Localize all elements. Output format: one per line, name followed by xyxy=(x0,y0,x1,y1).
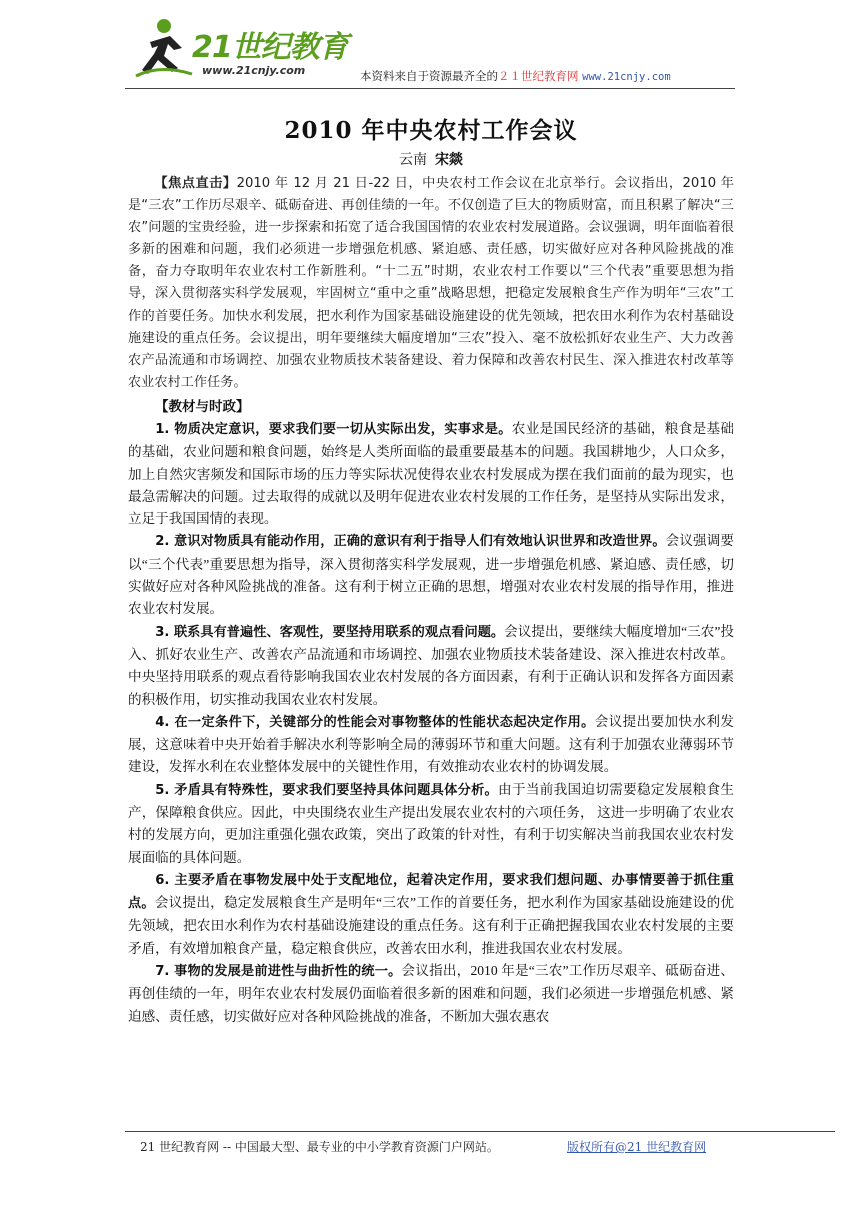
footer-text: 21 世纪教育网 -- 中国最大型、最专业的中小学教育资源门户网站。 xyxy=(140,1140,499,1154)
item-lead: 2. 意识对物质具有能动作用，正确的意识有利于指导人们有效地认识世界和改造世界。 xyxy=(155,534,666,550)
focus-text: 2010 年 12 月 21 日-22 日，中央农村工作会议在北京举行。会议指出，2010 年是“三农”工作历尽艰辛、砥砺奋进、再创佳绩的一年。不仅创造了巨大的物质财富，而且积累了解决“三农”问题的宝贵经验，进一步探索和拓宽了适合我国国情的农业农村发展道路。会议强调，明年面临着很多新的困难和问题，我们必须进一步增强危机感、紧迫感、责任感，切实做好应对各种风险挑战的准备，奋力夺取明年农业农村工作新胜利。“十二五”时期，农业农村工作要以“三个代表”重要思想为指导，深入贯彻落实科学发展观，牢固树立“重中之重”战略思想，把稳定发展粮食生产作为明年“三农”工作的首要任务。加快水利发展，把水利作为国家基础设施建设的优先领域，把农田水利作为农村基础设施建设的重点任务。会议提出，明年要继续大幅度增加“三农”投入、毫不放松抓好农业生产、大力改善农产品流通和市场调控、加强农业物质技术装备建设、着力保障和改善农村民生、深入推进农村改革等农业农村工作任务。 xyxy=(128,176,734,390)
footer-divider xyxy=(125,1131,835,1132)
list-item xyxy=(128,530,734,620)
item-lead: 6. 主要矛盾在事物发展中处于支配地位，起着决定作用，要求我们想问题、办事情要善于抓住重点。 xyxy=(128,872,734,912)
article-title: 2010 年中央农村工作会议 xyxy=(284,117,578,144)
item-lead: 5. 矛盾具有特殊性，要求我们要坚持具体问题具体分析。 xyxy=(155,782,499,798)
list-item xyxy=(128,711,734,779)
item-text: 由于当前我国迫切需要稳定发展粮食生产，保障粮食供应。因此，中央围绕农业生产提出发展农业农村的六项任务， 这进一步明确了农业农村的发展方向，更加注重强化强农政策，突出了政策的针对性，有利于切实解决当前我国农业农村发展面临的具体问题。 xyxy=(128,781,734,865)
header-site-name[interactable]: ２１世纪教育网 xyxy=(498,69,579,83)
item-text: 会议提出，稳定发展粮食生产是明年“三农”工作的首要任务，把水利作为国家基础设施建设的优先领域，把农田水利作为农村基础设施建设的重点任务。这有利于正确把握我国农业农村发展的主要矛盾，有效增加粮食产量，稳定粮食供应，改善农田水利，推进我国农业农村发展。 xyxy=(128,895,734,956)
article xyxy=(128,112,734,1028)
item-lead: 4. 在一定条件下，关键部分的性能会对事物整体的性能状态起决定作用。 xyxy=(155,714,595,730)
item-text: 会议强调要以“三个代表”重要思想为指导，深入贯彻落实科学发展观，进一步增强危机感、紧迫感、责任感，切实做好应对各种风险挑战的准备。这有利于树立正确的思想，增强对农业农村发展的指导作用，推进农业农村发展。 xyxy=(128,533,735,617)
header-divider xyxy=(125,88,735,89)
section-heading: 【教材与时政】 xyxy=(155,398,250,415)
list-item xyxy=(128,621,734,711)
logo-text: 21世纪教育 xyxy=(192,30,348,65)
page-header xyxy=(120,14,740,92)
logo-url: www.21cnjy.com xyxy=(202,64,306,77)
item-lead: 1. 物质决定意识，要求我们要一切从实际出发，实事求是。 xyxy=(155,421,512,437)
list-item xyxy=(128,418,734,530)
author-name: 宋燚 xyxy=(435,152,463,168)
item-lead: 3. 联系具有普遍性、客观性，要坚持用联系的观点看问题。 xyxy=(155,624,505,640)
item-lead: 7. 事物的发展是前进性与曲折性的统一。 xyxy=(155,964,402,980)
article-author xyxy=(128,149,734,169)
site-logo[interactable] xyxy=(130,14,360,90)
header-site-url[interactable]: www.21cnjy.com xyxy=(582,71,671,83)
focus-paragraph xyxy=(128,173,734,394)
footer-copyright-link[interactable]: 版权所有@21 世纪教育网 xyxy=(567,1140,707,1154)
runner-logo-icon xyxy=(130,14,200,84)
header-note-prefix: 本资料来自于资源最齐全的 xyxy=(360,69,498,83)
list-item xyxy=(128,779,734,869)
item-text: 会议提出要加快水利发展，这意味着中央开始着手解决水利等影响全局的薄弱环节和重大问题。这有利于加强农业薄弱环节建设，发挥水利在农业整体发展中的关键性作用，有效推动农业农村的协调发展。 xyxy=(128,713,734,775)
item-text: 会议指出，2010 年是“三农”工作历尽艰辛、砥砺奋进、再创佳绩的一年，明年农业农村发展仍面临着很多新的困难和问题，我们必须进一步增强危机感、紧迫感、责任感，切实做好应对各种风险挑战的准备，不断加大强农惠农 xyxy=(128,963,734,1024)
focus-label: 【焦点直击】 xyxy=(154,176,237,191)
header-note xyxy=(360,68,671,84)
item-text: 农业是国民经济的基础，粮食是基础的基础，农业问题和粮食问题，始终是人类所面临的最重要最基本的问题。我国耕地少，人口众多，加上自然灾害频发和国际市场的压力等实际状况使得农业农村发展成为摆在我们面前的最为现实，也最急需解决的问题。过去取得的成就以及明年促进农业农村发展的工作任务，是坚持从实际出发求，立足于我国国情的表现。 xyxy=(128,420,734,527)
list-item xyxy=(128,869,734,960)
author-place: 云南 xyxy=(399,152,427,168)
list-item xyxy=(128,960,734,1028)
item-text: 会议提出，要继续大幅度增加“三农”投入、抓好农业生产、改善农产品流通和市场调控、加强农业物质技术装备建设、深入推进农村改革。中央坚持用联系的观点看待影响我国农业农村发展的各方面因素，有利于正确认识和发挥各方面因素的积极作用，切实推动我国农业农村发展。 xyxy=(128,623,734,707)
